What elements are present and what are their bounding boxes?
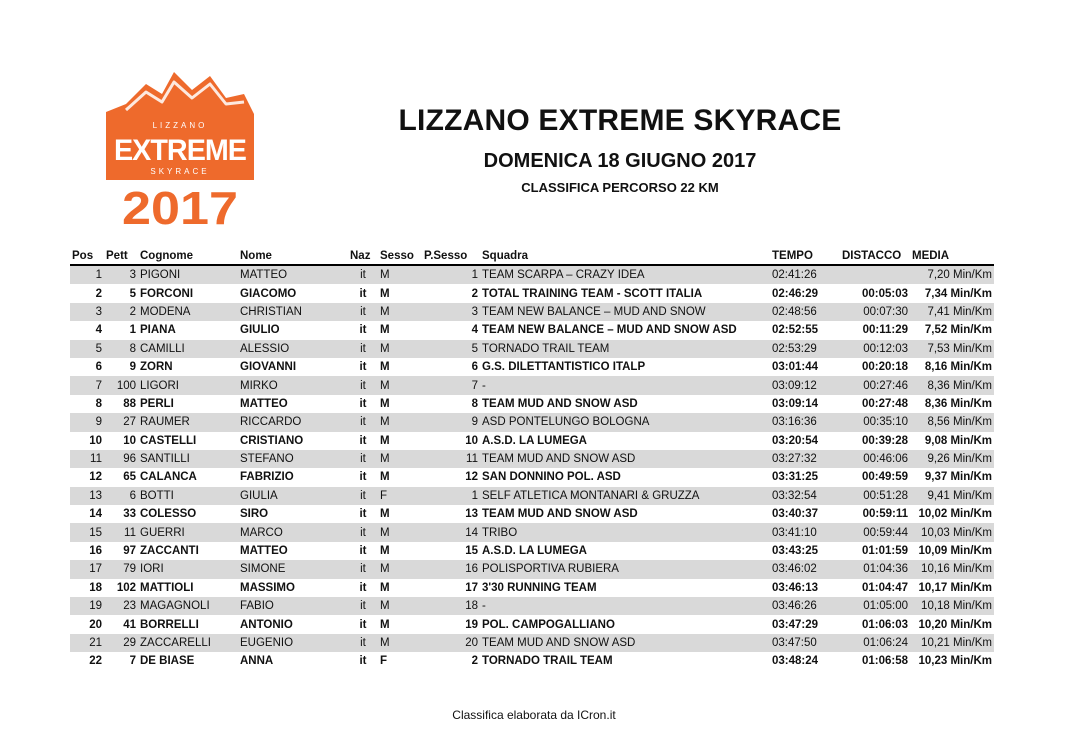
cell-distacco: 00:12:03 [840,340,910,358]
cell-p-sesso: 8 [422,395,480,413]
cell-distacco: 00:59:11 [840,505,910,523]
cell-nome: CHRISTIAN [238,303,348,321]
cell-pos: 4 [70,321,104,339]
cell-sesso: M [378,634,422,652]
cell-nome: CRISTIANO [238,432,348,450]
cell-squadra: SELF ATLETICA MONTANARI & GRUZZA [480,487,770,505]
cell-pos: 6 [70,358,104,376]
table-row [70,376,994,394]
cell-pett: 100 [104,376,138,394]
cell-pett: 23 [104,597,138,615]
table-row [70,432,994,450]
cell-pett: 65 [104,468,138,486]
column-header-pos: Pos [70,248,104,265]
event-date: DOMENICA 18 GIUGNO 2017 [483,150,757,172]
cell-nome: MARCO [238,523,348,541]
cell-sesso: M [378,597,422,615]
cell-sesso: F [378,487,422,505]
cell-distacco: 00:51:28 [840,487,910,505]
table-row [70,450,994,468]
cell-cognome: CALANCA [138,468,238,486]
table-row [70,413,994,431]
cell-distacco: 00:35:10 [840,413,910,431]
cell-pos: 14 [70,505,104,523]
cell-cognome: SANTILLI [138,450,238,468]
cell-squadra: - [480,376,770,394]
cell-cognome: RAUMER [138,413,238,431]
cell-naz: it [348,468,378,486]
cell-distacco: 01:04:47 [840,579,910,597]
cell-naz: it [348,634,378,652]
cell-media: 8,56 Min/Km [910,413,994,431]
cell-cognome: GUERRI [138,523,238,541]
cell-nome: GIULIA [238,487,348,505]
cell-cognome: CASTELLI [138,432,238,450]
cell-cognome: ZACCANTI [138,542,238,560]
table-row [70,615,994,633]
cell-media: 7,34 Min/Km [910,284,994,302]
cell-media: 9,26 Min/Km [910,450,994,468]
cell-squadra: TEAM MUD AND SNOW ASD [480,634,770,652]
cell-naz: it [348,523,378,541]
table-row [70,265,994,284]
cell-media: 7,20 Min/Km [910,265,994,284]
cell-tempo: 03:41:10 [770,523,840,541]
cell-naz: it [348,321,378,339]
cell-p-sesso: 9 [422,413,480,431]
cell-distacco: 01:06:58 [840,652,910,670]
logo-line1: LIZZANO [152,121,208,130]
cell-pos: 7 [70,376,104,394]
cell-distacco [840,265,910,284]
column-header-sesso: Sesso [378,248,422,265]
cell-media: 10,09 Min/Km [910,542,994,560]
cell-p-sesso: 14 [422,523,480,541]
column-header-naz: Naz [348,248,378,265]
cell-sesso: M [378,432,422,450]
table-row [70,468,994,486]
cell-pos: 18 [70,579,104,597]
column-header-p-sesso: P.Sesso [422,248,480,265]
cell-p-sesso: 16 [422,560,480,578]
cell-squadra: TEAM NEW BALANCE – MUD AND SNOW ASD [480,321,770,339]
cell-pos: 19 [70,597,104,615]
cell-nome: MATTEO [238,265,348,284]
cell-pett: 11 [104,523,138,541]
cell-naz: it [348,560,378,578]
cell-media: 10,16 Min/Km [910,560,994,578]
cell-pos: 11 [70,450,104,468]
cell-pos: 3 [70,303,104,321]
cell-naz: it [348,542,378,560]
table-row [70,358,994,376]
cell-pos: 5 [70,340,104,358]
logo-line2: SKYRACE [150,167,210,176]
cell-pett: 5 [104,284,138,302]
cell-media: 10,17 Min/Km [910,579,994,597]
cell-cognome: COLESSO [138,505,238,523]
cell-pett: 29 [104,634,138,652]
cell-distacco: 00:27:46 [840,376,910,394]
cell-cognome: LIGORI [138,376,238,394]
cell-squadra: G.S. DILETTANTISTICO ITALP [480,358,770,376]
cell-squadra: TORNADO TRAIL TEAM [480,652,770,670]
results-table [70,248,994,671]
cell-sesso: M [378,523,422,541]
cell-p-sesso: 12 [422,468,480,486]
cell-squadra: TRIBO [480,523,770,541]
logo-year: 2017 [122,182,238,230]
table-row [70,652,994,670]
cell-p-sesso: 13 [422,505,480,523]
cell-media: 8,36 Min/Km [910,376,994,394]
cell-cognome: ZORN [138,358,238,376]
cell-squadra: TEAM NEW BALANCE – MUD AND SNOW [480,303,770,321]
cell-media: 10,02 Min/Km [910,505,994,523]
cell-nome: ANNA [238,652,348,670]
event-logo [104,72,256,230]
cell-pett: 3 [104,265,138,284]
cell-sesso: M [378,358,422,376]
cell-distacco: 01:01:59 [840,542,910,560]
cell-naz: it [348,597,378,615]
cell-sesso: M [378,321,422,339]
cell-tempo: 02:48:56 [770,303,840,321]
cell-media: 10,03 Min/Km [910,523,994,541]
cell-pos: 12 [70,468,104,486]
cell-p-sesso: 1 [422,265,480,284]
cell-squadra: 3'30 RUNNING TEAM [480,579,770,597]
cell-tempo: 03:46:02 [770,560,840,578]
cell-p-sesso: 4 [422,321,480,339]
cell-tempo: 03:16:36 [770,413,840,431]
cell-pos: 21 [70,634,104,652]
cell-squadra: POL. CAMPOGALLIANO [480,615,770,633]
cell-naz: it [348,450,378,468]
cell-p-sesso: 11 [422,450,480,468]
cell-distacco: 01:06:24 [840,634,910,652]
cell-sesso: M [378,413,422,431]
cell-nome: FABIO [238,597,348,615]
cell-pos: 17 [70,560,104,578]
cell-sesso: M [378,468,422,486]
cell-nome: MASSIMO [238,579,348,597]
cell-pos: 20 [70,615,104,633]
table-row [70,542,994,560]
cell-p-sesso: 18 [422,597,480,615]
cell-cognome: BOTTI [138,487,238,505]
table-row [70,487,994,505]
cell-distacco: 01:04:36 [840,560,910,578]
cell-tempo: 02:53:29 [770,340,840,358]
cell-tempo: 03:47:50 [770,634,840,652]
cell-nome: FABRIZIO [238,468,348,486]
cell-pett: 7 [104,652,138,670]
cell-tempo: 03:01:44 [770,358,840,376]
cell-pett: 97 [104,542,138,560]
cell-media: 9,37 Min/Km [910,468,994,486]
cell-pos: 16 [70,542,104,560]
cell-naz: it [348,413,378,431]
cell-naz: it [348,265,378,284]
cell-pett: 8 [104,340,138,358]
cell-tempo: 02:46:29 [770,284,840,302]
cell-nome: GIULIO [238,321,348,339]
table-row [70,634,994,652]
cell-nome: GIACOMO [238,284,348,302]
column-header-cognome: Cognome [138,248,238,265]
cell-cognome: BORRELLI [138,615,238,633]
cell-squadra: ASD PONTELUNGO BOLOGNA [480,413,770,431]
table-row [70,303,994,321]
cell-squadra: TEAM SCARPA – CRAZY IDEA [480,265,770,284]
cell-sesso: M [378,303,422,321]
cell-nome: SIRO [238,505,348,523]
cell-tempo: 02:41:26 [770,265,840,284]
cell-distacco: 01:05:00 [840,597,910,615]
table-row [70,505,994,523]
cell-media: 7,41 Min/Km [910,303,994,321]
cell-pett: 33 [104,505,138,523]
cell-tempo: 03:47:29 [770,615,840,633]
cell-p-sesso: 7 [422,376,480,394]
cell-p-sesso: 5 [422,340,480,358]
cell-cognome: DE BIASE [138,652,238,670]
table-row [70,579,994,597]
cell-distacco: 00:27:48 [840,395,910,413]
cell-distacco: 01:06:03 [840,615,910,633]
table-header-row [70,248,994,265]
column-header-nome: Nome [238,248,348,265]
cell-p-sesso: 3 [422,303,480,321]
cell-p-sesso: 15 [422,542,480,560]
table-row [70,321,994,339]
cell-squadra: SAN DONNINO POL. ASD [480,468,770,486]
cell-p-sesso: 17 [422,579,480,597]
cell-sesso: M [378,450,422,468]
table-row [70,395,994,413]
cell-naz: it [348,615,378,633]
cell-sesso: F [378,652,422,670]
cell-pett: 102 [104,579,138,597]
cell-squadra: POLISPORTIVA RUBIERA [480,560,770,578]
cell-media: 9,41 Min/Km [910,487,994,505]
table-row [70,340,994,358]
cell-sesso: M [378,615,422,633]
cell-tempo: 03:09:12 [770,376,840,394]
cell-nome: GIOVANNI [238,358,348,376]
cell-pos: 2 [70,284,104,302]
column-header-tempo: TEMPO [770,248,840,265]
cell-distacco: 00:05:03 [840,284,910,302]
cell-tempo: 03:48:24 [770,652,840,670]
results-body [70,265,994,671]
cell-sesso: M [378,376,422,394]
cell-nome: ALESSIO [238,340,348,358]
cell-media: 10,18 Min/Km [910,597,994,615]
cell-media: 10,21 Min/Km [910,634,994,652]
cell-cognome: ZACCARELLI [138,634,238,652]
cell-naz: it [348,505,378,523]
column-header-media: MEDIA [910,248,994,265]
cell-pos: 22 [70,652,104,670]
cell-squadra: TEAM MUD AND SNOW ASD [480,505,770,523]
cell-tempo: 03:46:13 [770,579,840,597]
cell-distacco: 00:07:30 [840,303,910,321]
cell-pett: 88 [104,395,138,413]
cell-pos: 10 [70,432,104,450]
cell-media: 9,08 Min/Km [910,432,994,450]
cell-naz: it [348,284,378,302]
cell-tempo: 02:52:55 [770,321,840,339]
cell-cognome: MAGAGNOLI [138,597,238,615]
cell-sesso: M [378,265,422,284]
cell-tempo: 03:27:32 [770,450,840,468]
cell-cognome: PIANA [138,321,238,339]
cell-nome: RICCARDO [238,413,348,431]
cell-naz: it [348,395,378,413]
cell-tempo: 03:31:25 [770,468,840,486]
cell-distacco: 00:59:44 [840,523,910,541]
cell-cognome: IORI [138,560,238,578]
cell-pos: 13 [70,487,104,505]
cell-tempo: 03:20:54 [770,432,840,450]
cell-nome: EUGENIO [238,634,348,652]
cell-p-sesso: 1 [422,487,480,505]
cell-squadra: A.S.D. LA LUMEGA [480,542,770,560]
cell-nome: MIRKO [238,376,348,394]
table-row [70,597,994,615]
table-row [70,523,994,541]
cell-cognome: FORCONI [138,284,238,302]
cell-distacco: 00:39:28 [840,432,910,450]
cell-p-sesso: 2 [422,284,480,302]
cell-pett: 10 [104,432,138,450]
cell-nome: MATTEO [238,395,348,413]
cell-naz: it [348,358,378,376]
cell-naz: it [348,487,378,505]
cell-sesso: M [378,340,422,358]
column-header-squadra: Squadra [480,248,770,265]
column-header-pett: Pett [104,248,138,265]
cell-sesso: M [378,560,422,578]
cell-tempo: 03:09:14 [770,395,840,413]
cell-media: 8,16 Min/Km [910,358,994,376]
cell-cognome: MODENA [138,303,238,321]
table-row [70,560,994,578]
cell-squadra: TORNADO TRAIL TEAM [480,340,770,358]
cell-distacco: 00:20:18 [840,358,910,376]
cell-media: 7,53 Min/Km [910,340,994,358]
cell-p-sesso: 19 [422,615,480,633]
cell-nome: STEFANO [238,450,348,468]
cell-naz: it [348,376,378,394]
cell-pett: 96 [104,450,138,468]
cell-distacco: 00:49:59 [840,468,910,486]
ranking-subtitle: CLASSIFICA PERCORSO 22 KM [521,180,719,195]
cell-pett: 27 [104,413,138,431]
cell-nome: SIMONE [238,560,348,578]
cell-cognome: PIGONI [138,265,238,284]
cell-nome: ANTONIO [238,615,348,633]
cell-pett: 6 [104,487,138,505]
cell-distacco: 00:46:06 [840,450,910,468]
cell-squadra: TEAM MUD AND SNOW ASD [480,450,770,468]
cell-pett: 1 [104,321,138,339]
table-row [70,284,994,302]
cell-squadra: - [480,597,770,615]
cell-pett: 41 [104,615,138,633]
cell-naz: it [348,652,378,670]
cell-sesso: M [378,542,422,560]
cell-pos: 1 [70,265,104,284]
cell-pos: 8 [70,395,104,413]
cell-squadra: TEAM MUD AND SNOW ASD [480,395,770,413]
cell-cognome: MATTIOLI [138,579,238,597]
cell-naz: it [348,579,378,597]
cell-pos: 15 [70,523,104,541]
cell-pett: 79 [104,560,138,578]
cell-tempo: 03:40:37 [770,505,840,523]
cell-cognome: PERLI [138,395,238,413]
cell-nome: MATTEO [238,542,348,560]
cell-p-sesso: 20 [422,634,480,652]
cell-p-sesso: 2 [422,652,480,670]
cell-media: 8,36 Min/Km [910,395,994,413]
cell-pett: 9 [104,358,138,376]
cell-cognome: CAMILLI [138,340,238,358]
logo-word: EXTREME [114,134,246,167]
cell-pos: 9 [70,413,104,431]
cell-tempo: 03:32:54 [770,487,840,505]
cell-media: 7,52 Min/Km [910,321,994,339]
cell-pett: 2 [104,303,138,321]
cell-squadra: TOTAL TRAINING TEAM - SCOTT ITALIA [480,284,770,302]
footer-credit: Classifica elaborata da ICron.it [452,708,616,722]
cell-media: 10,23 Min/Km [910,652,994,670]
cell-sesso: M [378,579,422,597]
cell-naz: it [348,340,378,358]
cell-squadra: A.S.D. LA LUMEGA [480,432,770,450]
column-header-distacco: DISTACCO [840,248,910,265]
cell-tempo: 03:43:25 [770,542,840,560]
cell-sesso: M [378,284,422,302]
cell-media: 10,20 Min/Km [910,615,994,633]
cell-naz: it [348,303,378,321]
cell-p-sesso: 10 [422,432,480,450]
cell-sesso: M [378,505,422,523]
page-title: LIZZANO EXTREME SKYRACE [398,104,842,137]
cell-p-sesso: 6 [422,358,480,376]
cell-distacco: 00:11:29 [840,321,910,339]
cell-sesso: M [378,395,422,413]
cell-tempo: 03:46:26 [770,597,840,615]
cell-naz: it [348,432,378,450]
